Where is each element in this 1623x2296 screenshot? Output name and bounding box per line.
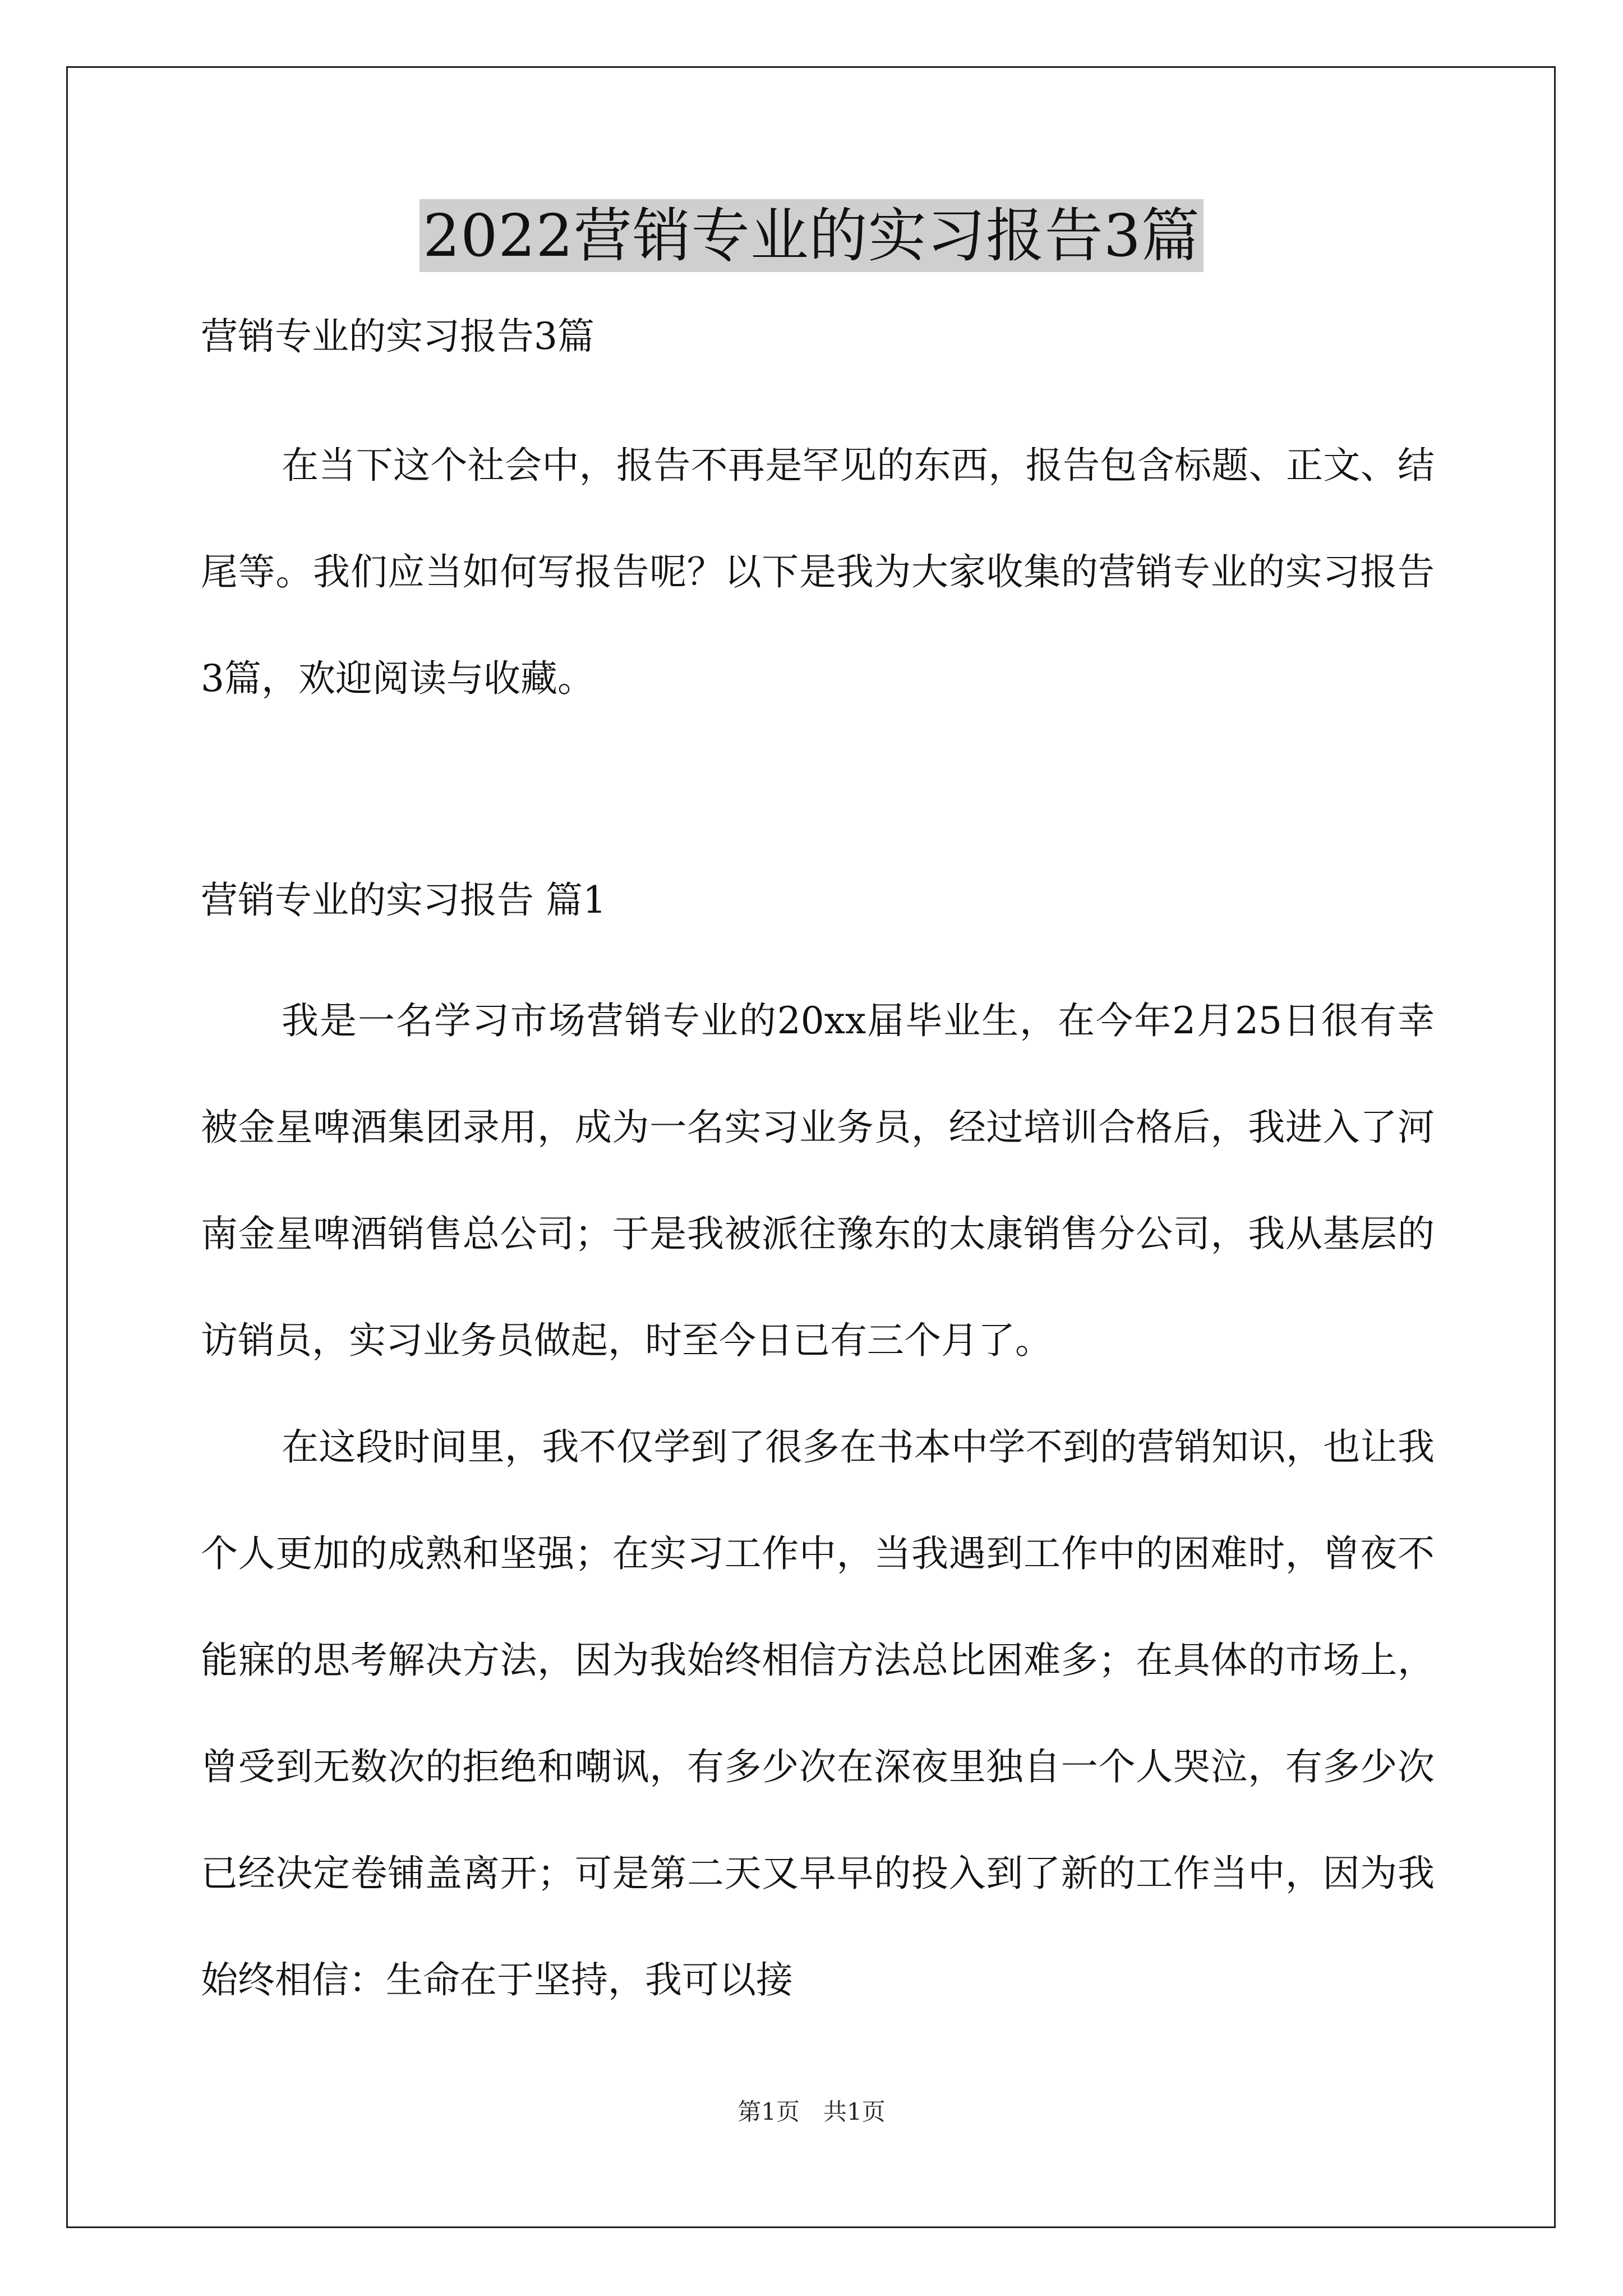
- body-paragraph: 在这段时间里，我不仅学到了很多在书本中学不到的营销知识，也让我个人更加的成熟和坚强；在实习工作中，当我遇到工作中的困难时，曾夜不能寐的思考解决方法，因为我始终相信方法总比困难多；在具体的市场上，曾受到无数次的拒绝和嘲讽，有多少次在深夜里独自一个人哭泣，有多少次已经决定卷铺盖离开；可是第二天又早早的投入到了新的工作当中，因为我始终相信：生命在于坚持，我可以接: [201, 1425, 1435, 2001]
- page-footer: [0, 2095, 1623, 2129]
- document-title: 2022营销专业的实习报告3篇: [419, 199, 1204, 272]
- section-heading: 营销专业的实习报告 篇1: [201, 878, 606, 922]
- document-body: [201, 309, 1435, 2033]
- title-container: [0, 199, 1623, 272]
- intro-paragraph: 在当下这个社会中，报告不再是罕见的东西，报告包含标题、正文、结尾等。我们应当如何写报告呢？以下是我为大家收集的营销专业的实习报告3篇，欢迎阅读与收藏。: [201, 444, 1435, 700]
- document-subtitle: 营销专业的实习报告3篇: [201, 315, 594, 358]
- body-paragraph: 我是一名学习市场营销专业的20xx届毕业生，在今年2月25日很有幸被金星啤酒集团录用，成为一名实习业务员，经过培训合格后，我进入了河南金星啤酒销售总公司；于是我被派往豫东的太康销售分公司，我从基层的访销员，实习业务员做起，时至今日已有三个月了。: [201, 999, 1435, 1362]
- page-total: 共1页: [823, 2098, 886, 2125]
- page-number: 第1页: [737, 2098, 800, 2125]
